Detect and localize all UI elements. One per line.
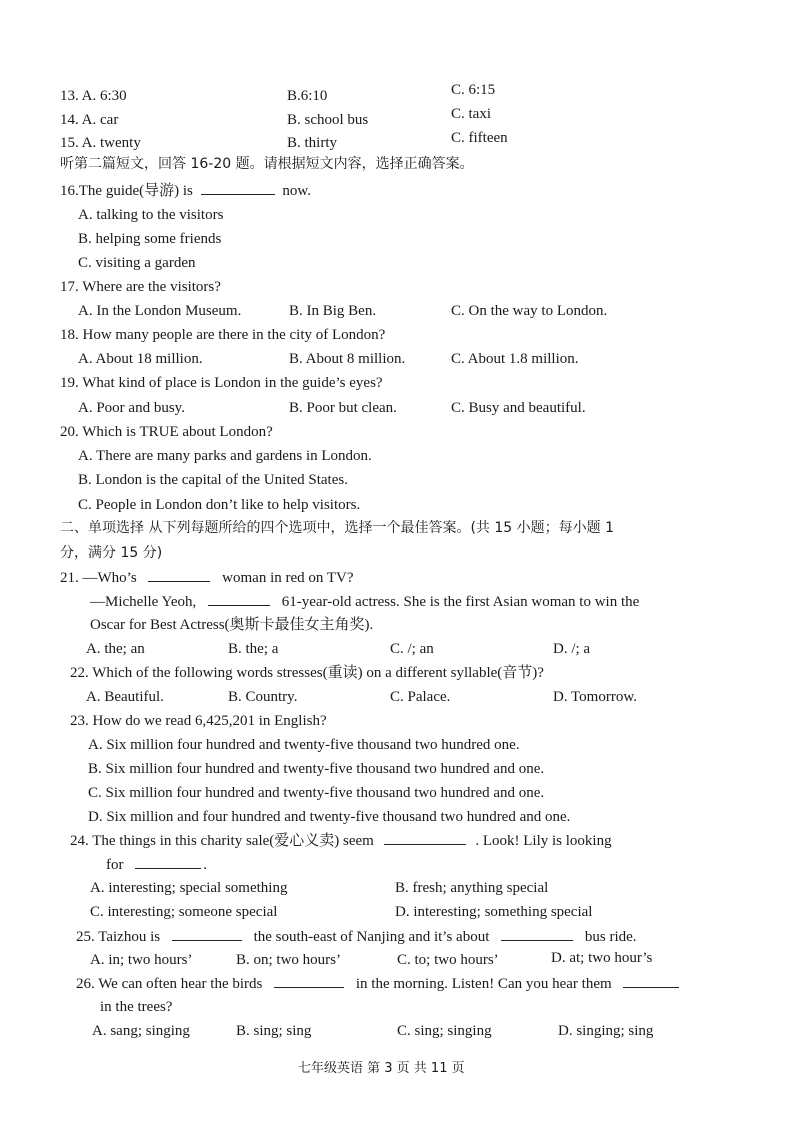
question-21-line3: Oscar for Best Actress(奥斯卡最佳女主角奖). <box>90 617 374 633</box>
q26-option-a: A. sang; singing <box>92 1023 190 1039</box>
q26-stem-part2: in the morning. Listen! Can you hear them <box>355 976 612 992</box>
question-22-options <box>0 687 794 707</box>
q15-option-b: B. thirty <box>287 135 338 151</box>
question-21-line1 <box>60 567 354 588</box>
q16-option-c: C. visiting a garden <box>78 255 196 271</box>
q25-option-a: A. in; two hours’ <box>90 952 193 968</box>
q21-option-c: C. /; an <box>390 641 434 657</box>
answer-blank <box>201 180 275 195</box>
q20-option-c: C. People in London don’t like to help visitors. <box>78 497 361 513</box>
q26-stem-part1: 26. We can often hear the birds <box>76 976 263 992</box>
question-14 <box>0 106 794 130</box>
q15-option-c: C. fifteen <box>451 130 508 146</box>
question-24-line2 <box>106 854 207 875</box>
question-24-options-row2 <box>0 902 794 922</box>
question-26-options <box>0 1021 794 1041</box>
q17-option-a: A. In the London Museum. <box>78 303 242 319</box>
q23-option-c: C. Six million four hundred and twenty-five thousand two hundred and one. <box>88 785 545 801</box>
q25-stem-part3: bus ride. <box>584 929 637 945</box>
q21-option-a: A. the; an <box>86 641 145 657</box>
section-instruction: 听第二篇短文，回答 16-20 题。请根据短文内容，选择正确答案。 <box>60 156 474 172</box>
q23-option-a: A. Six million four hundred and twenty-five thousand two hundred one. <box>88 737 520 753</box>
answer-blank <box>135 854 201 869</box>
q16-stem-end: now. <box>282 183 312 199</box>
question-17-options <box>0 301 794 321</box>
answer-blank <box>172 926 242 941</box>
q21-option-d: D. /; a <box>553 641 591 657</box>
q14-option-c: C. taxi <box>451 106 491 122</box>
question-21-options <box>0 639 794 659</box>
q16-option-a: A. talking to the visitors <box>78 207 224 223</box>
q26-option-d: D. singing; sing <box>558 1023 654 1039</box>
question-25-options <box>0 950 794 970</box>
answer-blank <box>384 830 466 845</box>
question-23-stem: 23. How do we read 6,425,201 in English? <box>70 713 327 729</box>
q19-option-c: C. Busy and beautiful. <box>451 400 586 416</box>
q25-stem-part2: the south-east of Nanjing and it’s about <box>253 929 490 945</box>
question-20-stem: 20. Which is TRUE about London? <box>60 424 273 440</box>
question-22-stem: 22. Which of the following words stresses(重读) on a different syllable(音节)? <box>70 665 544 681</box>
page-footer: 七年级英语 第 3 页 共 11 页 <box>298 1061 465 1076</box>
q24-stem-period: . <box>203 857 207 873</box>
q21-stem-end: woman in red on TV? <box>222 570 354 586</box>
answer-blank <box>148 567 210 582</box>
question-26-line1 <box>76 973 679 994</box>
q26-option-b: B. sing; sing <box>236 1023 312 1039</box>
q20-option-a: A. There are many parks and gardens in London. <box>78 448 372 464</box>
q24-option-a: A. interesting; special something <box>90 880 288 896</box>
q22-option-d: D. Tomorrow. <box>553 689 637 705</box>
q21-option-b: B. the; a <box>228 641 279 657</box>
q24-option-d: D. interesting; something special <box>395 904 593 920</box>
question-26-line2: in the trees? <box>100 999 173 1015</box>
q26-option-c: C. sing; singing <box>397 1023 492 1039</box>
question-19-stem: 19. What kind of place is London in the guide’s eyes? <box>60 375 383 391</box>
q25-option-d: D. at; two hour’s <box>551 950 653 966</box>
q21-reply-end: 61-year-old actress. She is the first Asian woman to win the <box>281 594 640 610</box>
question-17-stem: 17. Where are the visitors? <box>60 279 221 295</box>
question-21-line2 <box>90 591 639 612</box>
q13-option-b: B.6:10 <box>287 88 328 104</box>
answer-blank <box>623 973 679 988</box>
question-24-options-row1 <box>0 878 794 898</box>
question-13 <box>0 82 794 106</box>
q20-option-b: B. London is the capital of the United States. <box>78 472 348 488</box>
q15-option-a: 15. A. twenty <box>60 135 141 151</box>
question-24-line1 <box>70 830 612 851</box>
part-two-heading: 二、单项选择 从下列每题所给的四个选项中，选择一个最佳答案。(共 15 小题；每小题 1 <box>60 520 614 536</box>
q21-stem-start: 21. —Who’s <box>60 570 137 586</box>
q24-stem-for: for <box>106 857 124 873</box>
q24-option-b: B. fresh; anything special <box>395 880 549 896</box>
question-18-stem: 18. How many people are there in the city of London? <box>60 327 386 343</box>
q14-option-a: 14. A. car <box>60 112 119 128</box>
q24-stem-start: 24. The things in this charity sale(爱心义卖) seem <box>70 833 374 849</box>
q19-option-b: B. Poor but clean. <box>289 400 397 416</box>
q13-option-a: 13. A. 6:30 <box>60 88 127 104</box>
q24-option-c: C. interesting; someone special <box>90 904 278 920</box>
q13-option-c: C. 6:15 <box>451 82 496 98</box>
question-25-stem <box>76 926 637 947</box>
q24-stem-end: . Look! Lily is looking <box>475 833 612 849</box>
q25-stem-part1: 25. Taizhou is <box>76 929 161 945</box>
question-15 <box>0 130 794 153</box>
q17-option-b: B. In Big Ben. <box>289 303 377 319</box>
q21-reply-start: —Michelle Yeoh, <box>90 594 197 610</box>
q22-option-c: C. Palace. <box>390 689 451 705</box>
part-two-heading-cont: 分，满分 15 分) <box>60 545 163 561</box>
q17-option-c: C. On the way to London. <box>451 303 608 319</box>
answer-blank <box>208 591 270 606</box>
q25-option-c: C. to; two hours’ <box>397 952 499 968</box>
q19-option-a: A. Poor and busy. <box>78 400 185 416</box>
q16-option-b: B. helping some friends <box>78 231 222 247</box>
q14-option-b: B. school bus <box>287 112 369 128</box>
question-16-stem <box>60 180 311 201</box>
answer-blank <box>501 926 573 941</box>
question-19-options <box>0 398 794 418</box>
q18-option-a: A. About 18 million. <box>78 351 203 367</box>
question-18-options <box>0 349 794 369</box>
q18-option-b: B. About 8 million. <box>289 351 406 367</box>
q25-option-b: B. on; two hours’ <box>236 952 341 968</box>
q22-option-b: B. Country. <box>228 689 298 705</box>
q16-stem-start: 16.The guide(导游) is <box>60 183 193 199</box>
q23-option-d: D. Six million and four hundred and twenty-five thousand two hundred and one. <box>88 809 571 825</box>
q18-option-c: C. About 1.8 million. <box>451 351 579 367</box>
q22-option-a: A. Beautiful. <box>86 689 164 705</box>
q23-option-b: B. Six million four hundred and twenty-five thousand two hundred and one. <box>88 761 545 777</box>
answer-blank <box>274 973 344 988</box>
